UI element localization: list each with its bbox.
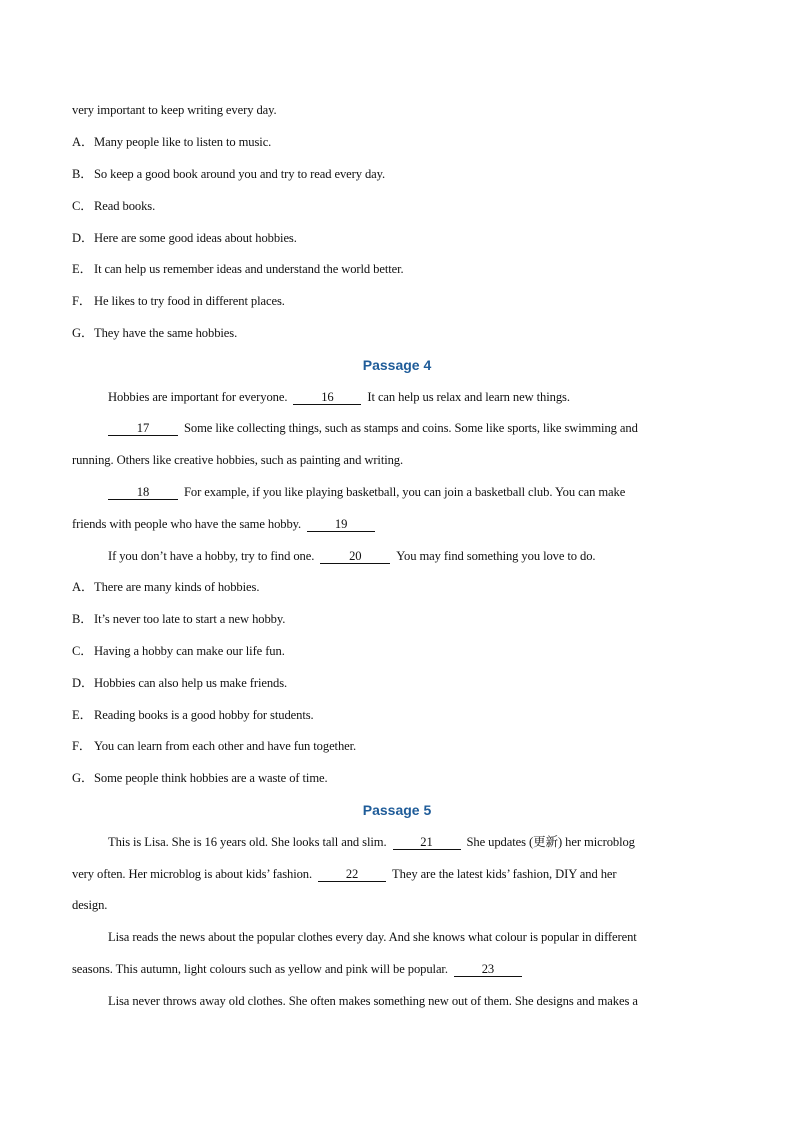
option-letter: E． <box>72 708 93 722</box>
sentence: For example, if you like playing basketball, you can join a basketball club. You can make <box>184 485 626 499</box>
paragraph-line <box>108 389 570 405</box>
passage-5-title: Passage 5 <box>362 802 432 818</box>
paragraph-line <box>108 548 595 564</box>
option-a <box>72 579 259 595</box>
sentence: very often. Her microblog is about kids’ fashion. <box>72 867 313 881</box>
paragraph-line: very important to keep writing every day. <box>72 103 277 117</box>
paragraph-line <box>108 834 635 850</box>
paragraph-line <box>72 961 528 977</box>
paragraph-line <box>72 516 381 532</box>
option-text: Reading books is a good hobby for students. <box>94 708 314 722</box>
option-text: So keep a good book around you and try to read every day. <box>94 167 386 181</box>
sentence: seasons. This autumn, light colours such as yellow and pink will be popular. <box>72 962 448 976</box>
answer-blank-18[interactable]: 18 <box>108 485 178 500</box>
option-letter: F． <box>72 739 92 753</box>
answer-blank-17[interactable]: 17 <box>108 421 178 436</box>
option-text: Read books. <box>94 199 156 213</box>
answer-blank-19[interactable]: 19 <box>307 517 375 532</box>
option-letter: C． <box>72 199 93 213</box>
option-letter: D． <box>72 231 94 245</box>
sentence: Hobbies are important for everyone. <box>108 390 288 404</box>
option-letter: B． <box>72 612 93 626</box>
paragraph-line: design. <box>72 898 108 912</box>
option-text: Some people think hobbies are a waste of time. <box>94 771 328 785</box>
option-c <box>72 198 155 214</box>
paragraph-line <box>108 420 638 436</box>
option-letter: D． <box>72 676 94 690</box>
paragraph-line: running. Others like creative hobbies, such as painting and writing. <box>72 453 404 467</box>
paragraph-line <box>108 484 625 500</box>
option-text: It can help us remember ideas and understand the world better. <box>94 262 404 276</box>
sentence: You may find something you love to do. <box>396 549 596 563</box>
paragraph-line: Lisa never throws away old clothes. She often makes something new out of them. She designs and makes a <box>108 994 638 1008</box>
answer-blank-20[interactable]: 20 <box>320 549 390 564</box>
option-b <box>72 611 285 627</box>
option-letter: G． <box>72 771 94 785</box>
answer-blank-22[interactable]: 22 <box>318 867 386 882</box>
option-letter: A． <box>72 580 94 594</box>
sentence: friends with people who have the same hobby. <box>72 517 302 531</box>
option-e <box>72 707 314 723</box>
option-b <box>72 166 385 182</box>
answer-blank-21[interactable]: 21 <box>393 835 461 850</box>
option-letter: E． <box>72 262 93 276</box>
option-text: It’s never too late to start a new hobby. <box>94 612 286 626</box>
option-a <box>72 134 271 150</box>
option-g <box>72 325 237 341</box>
option-letter: A． <box>72 135 94 149</box>
sentence: They are the latest kids’ fashion, DIY and her <box>392 867 617 881</box>
option-text: He likes to try food in different places. <box>94 294 285 308</box>
option-letter: B． <box>72 167 93 181</box>
option-text: There are many kinds of hobbies. <box>94 580 260 594</box>
sentence: Some like collecting things, such as stamps and coins. Some like sports, like swimming and <box>184 421 638 435</box>
paragraph-line: Lisa reads the news about the popular clothes every day. And she knows what colour is popular in different <box>108 930 637 944</box>
option-letter: G． <box>72 326 94 340</box>
sentence: It can help us relax and learn new things. <box>367 390 570 404</box>
sentence: If you don’t have a hobby, try to find one. <box>108 549 315 563</box>
option-text: Here are some good ideas about hobbies. <box>94 231 297 245</box>
option-text: You can learn from each other and have fun together. <box>94 739 357 753</box>
sentence: This is Lisa. She is 16 years old. She looks tall and slim. <box>108 835 387 849</box>
option-f <box>72 293 285 309</box>
option-e <box>72 261 404 277</box>
answer-blank-16[interactable]: 16 <box>293 390 361 405</box>
option-d <box>72 675 287 691</box>
option-text: Many people like to listen to music. <box>94 135 272 149</box>
option-letter: C． <box>72 644 93 658</box>
sentence: She updates (更新) her microblog <box>466 835 635 849</box>
option-text: They have the same hobbies. <box>94 326 238 340</box>
option-letter: F． <box>72 294 92 308</box>
option-f <box>72 738 356 754</box>
option-text: Having a hobby can make our life fun. <box>94 644 285 658</box>
option-g <box>72 770 328 786</box>
passage-4-title: Passage 4 <box>362 357 432 373</box>
paragraph-line <box>72 866 617 882</box>
option-c <box>72 643 285 659</box>
option-d <box>72 230 297 246</box>
option-text: Hobbies can also help us make friends. <box>94 676 288 690</box>
answer-blank-23[interactable]: 23 <box>454 962 522 977</box>
